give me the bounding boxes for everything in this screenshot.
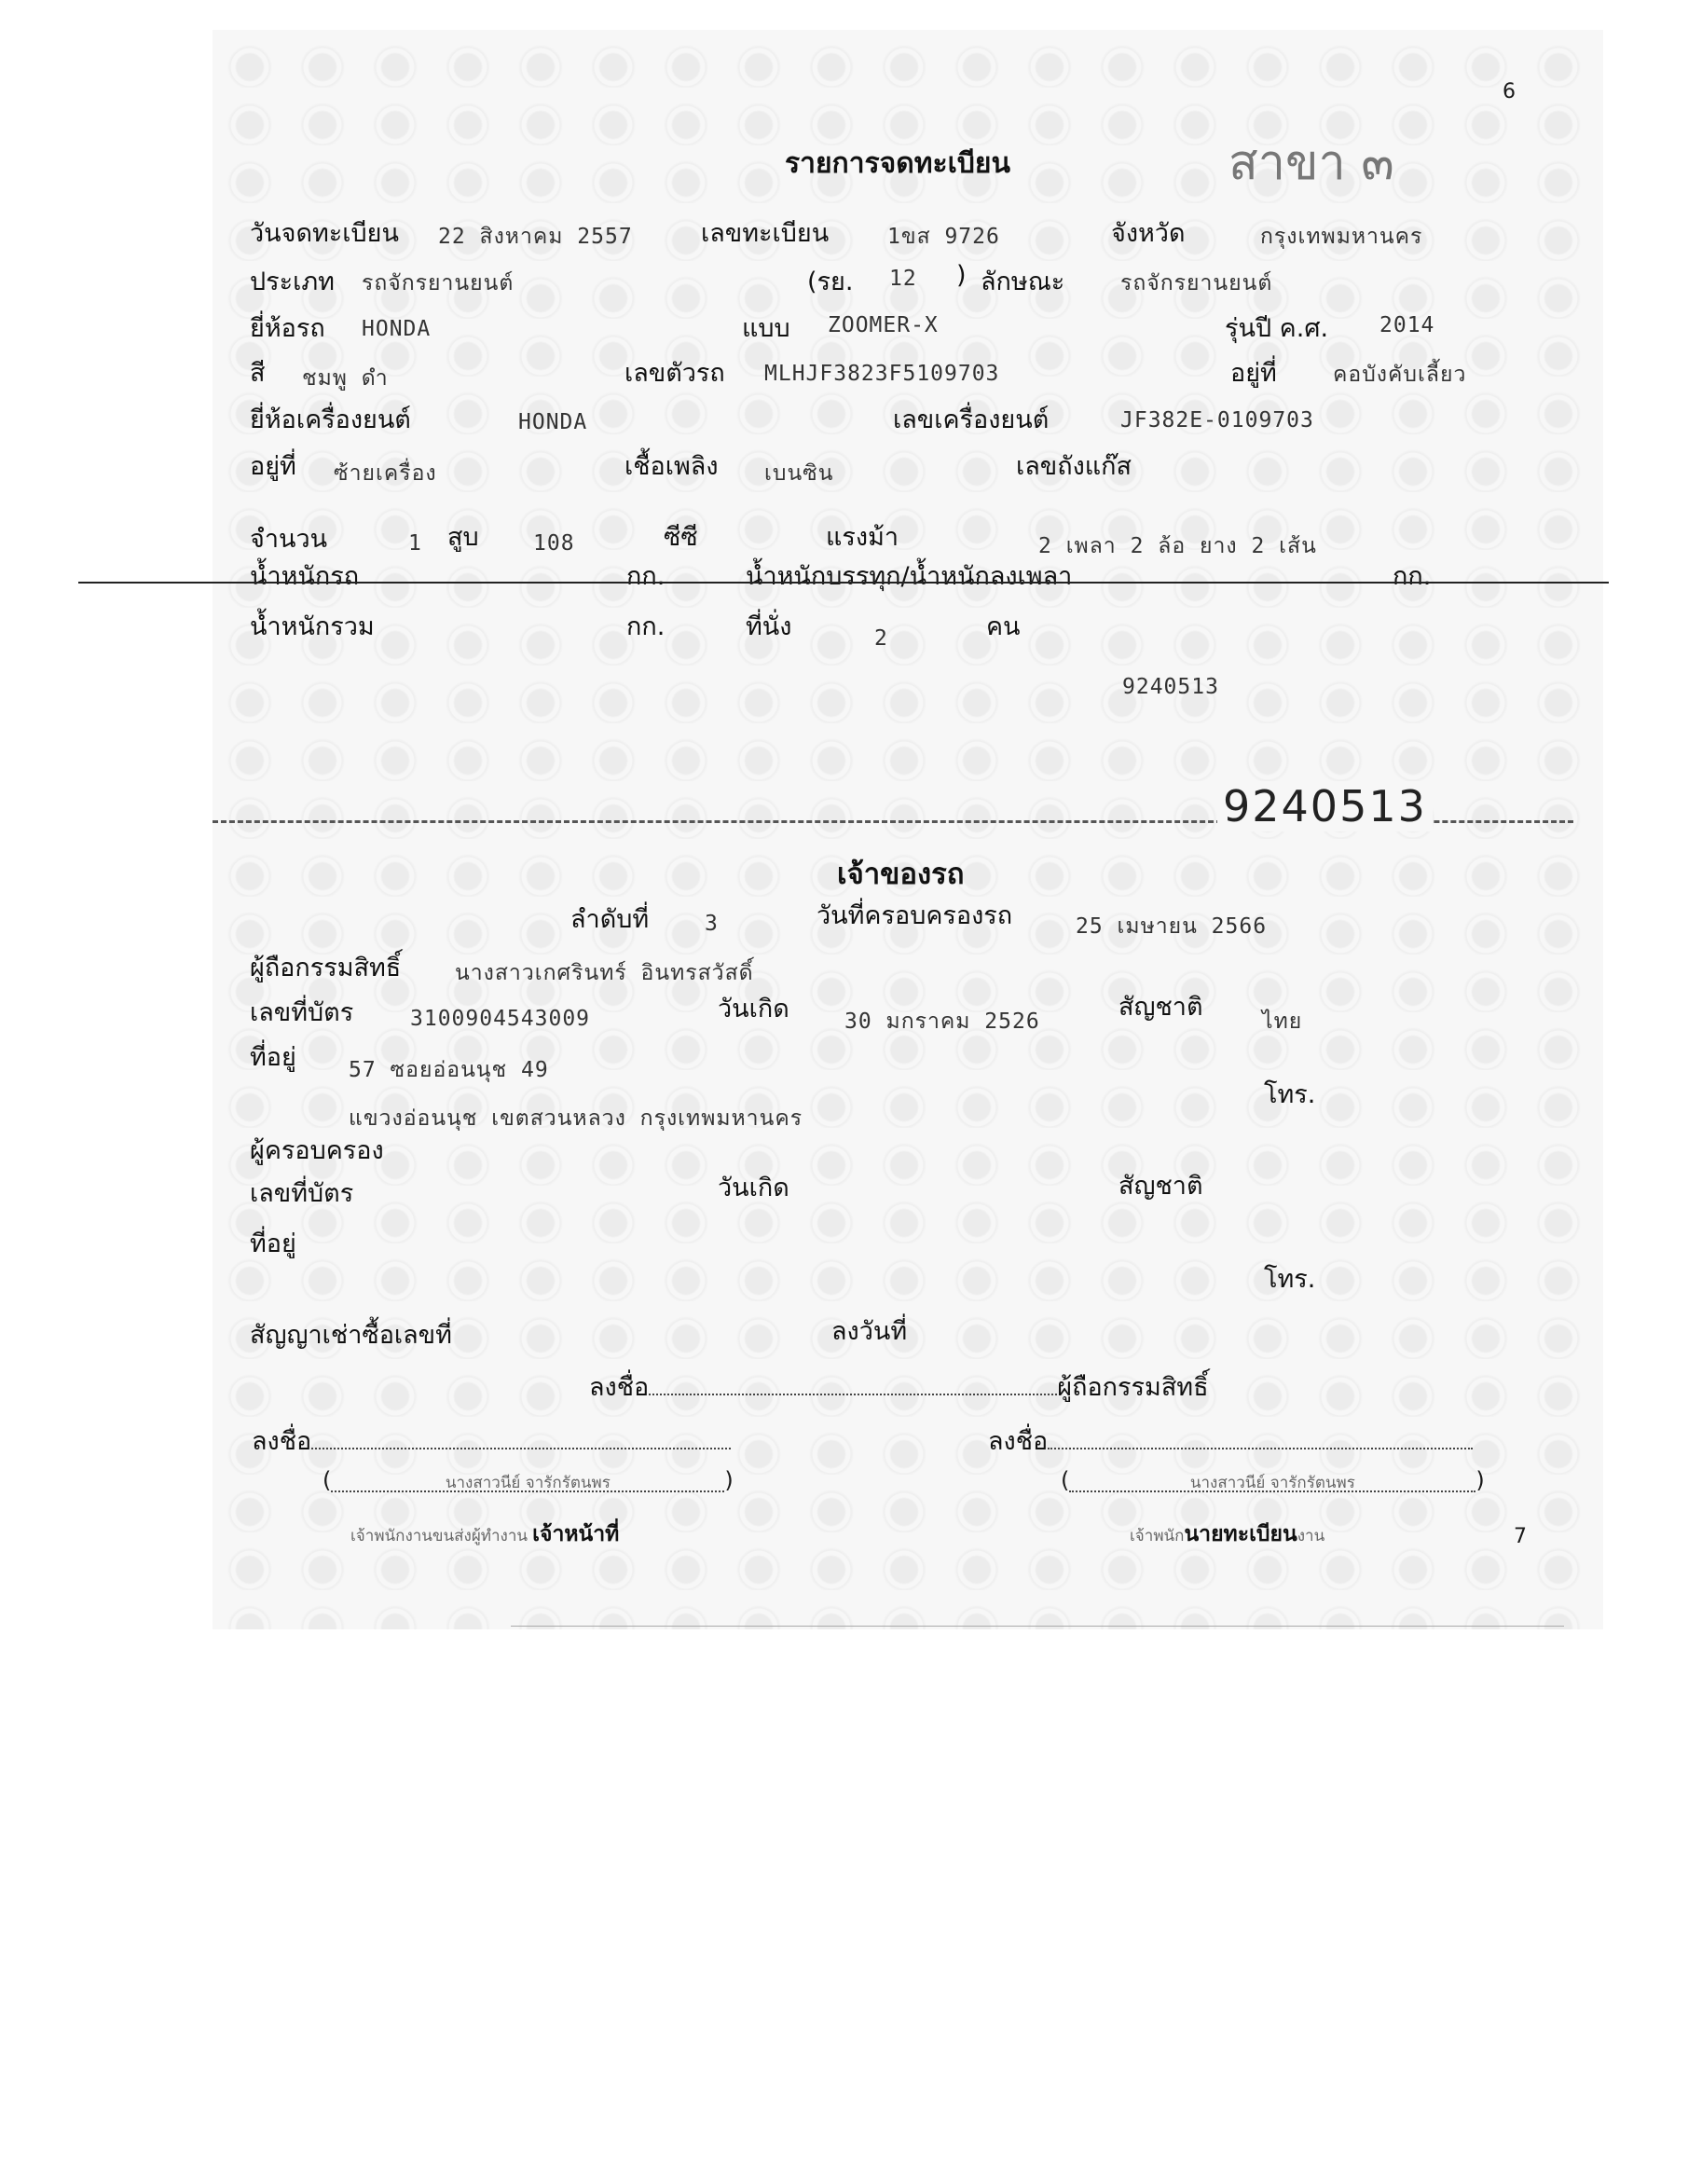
type-value: รถจักรยานยนต์ — [362, 271, 515, 295]
load-label: น้ำหนักบรรทุก/น้ำหนักลงเพลา — [746, 562, 1073, 591]
left-official-name: นางสาวนีย์ จารักรัตนพร — [331, 1470, 724, 1492]
chassis-label: เลขตัวรถ — [624, 359, 725, 388]
left-role-block — [350, 1518, 619, 1551]
dob-value: 30 มกราคม 2526 — [844, 1010, 1040, 1034]
year-value: 2014 — [1379, 313, 1435, 337]
possessor-label: ผู้ครอบครอง — [250, 1136, 384, 1165]
left-name-block: ( นางสาวนีย์ จารักรัตนพร ) — [323, 1467, 734, 1493]
reg-date-label: วันจดทะเบียน — [250, 219, 399, 248]
serial-number-large: 9240513 — [1217, 781, 1433, 831]
ry-label: (รย. — [807, 268, 854, 296]
engine-brand-value: HONDA — [518, 410, 588, 434]
right-official-name: นางสาวนีย์ จารักรัตนพร — [1069, 1470, 1475, 1492]
axle-info: 2 เพลา 2 ล้อ ยาง 2 เส้น — [1038, 534, 1317, 558]
owner-signature-dots — [649, 1373, 1057, 1395]
right-role-suffix: งาน — [1297, 1527, 1325, 1545]
possessor-address-label: ที่อยู่ — [250, 1229, 296, 1258]
character-value: รถจักรยานยนต์ — [1120, 271, 1273, 295]
model-label: แบบ — [742, 314, 790, 343]
right-role-small: เจ้าพนัก — [1130, 1527, 1185, 1545]
engine-location-label: อยู่ที่ — [250, 452, 296, 481]
total-weight-label: น้ำหนักรวม — [250, 612, 375, 641]
owner-name: นางสาวเกศรินทร์ อินทรสวัสดิ์ — [455, 961, 754, 985]
left-signature-dots — [311, 1427, 731, 1449]
possessor-nationality-label: สัญชาติ — [1118, 1172, 1203, 1201]
registration-title: รายการจดทะเบียน — [785, 147, 1010, 180]
left-role-small: เจ้าพนักงานขนส่งผู้ทำงาน — [350, 1527, 528, 1545]
brand-value: HONDA — [362, 317, 432, 341]
chassis-location-label: อยู่ที่ — [1230, 359, 1277, 388]
cylinder-label: สูบ — [447, 523, 479, 552]
count-value: 1 — [408, 531, 422, 556]
province-value: กรุงเทพมหานคร — [1260, 225, 1423, 249]
possessor-id-label: เลขที่บัตร — [250, 1179, 354, 1208]
address-line1: 57 ซอยอ่อนนุช 49 — [349, 1058, 549, 1082]
weight-unit: กก. — [626, 562, 666, 591]
sign-label: ลงชื่อ — [589, 1373, 650, 1402]
engine-brand-label: ยี่ห้อเครื่องยนต์ — [250, 405, 411, 434]
brand-label: ยี่ห้อรถ — [250, 314, 325, 343]
fuel-label: เชื้อเพลิง — [624, 452, 719, 481]
cc-label: ซีซี — [664, 523, 698, 552]
bottom-edge-line — [511, 1626, 1564, 1627]
engine-no-label: เลขเครื่องยนต์ — [893, 405, 1050, 434]
left-sign-label: ลงชื่อ — [252, 1427, 312, 1456]
right-sign-label: ลงชื่อ — [988, 1427, 1049, 1456]
right-role-block — [1130, 1518, 1324, 1551]
count-label: จำนวน — [250, 525, 328, 554]
hp-label: แรงม้า — [826, 523, 899, 552]
persons-label: คน — [986, 612, 1021, 641]
phone-label: โทร. — [1264, 1080, 1316, 1109]
nationality-value: ไทย — [1262, 1010, 1303, 1034]
engine-location-value: ซ้ายเครื่อง — [334, 461, 437, 486]
color-label: สี — [250, 359, 266, 388]
fuel-value: เบนซิน — [764, 461, 834, 486]
owner-section-title: เจ้าของรถ — [837, 858, 965, 891]
page-number-top: 6 — [1503, 80, 1516, 103]
seats-value: 2 — [874, 626, 888, 651]
year-label: รุ่นปี ค.ศ. — [1225, 314, 1329, 343]
dob-label: วันเกิด — [718, 995, 789, 1023]
order-label: ลำดับที่ — [570, 905, 650, 934]
model-value: ZOOMER-X — [828, 313, 939, 337]
divider-line — [78, 582, 1609, 584]
possessor-phone-label: โทร. — [1264, 1265, 1316, 1294]
owner-sign-suffix: ผู้ถือกรรมสิทธิ์ — [1057, 1373, 1209, 1402]
possession-date-label: วันที่ครอบครองรถ — [817, 901, 1013, 930]
branch-stamp: สาขา ๓ — [1228, 135, 1394, 191]
reg-date-value: 22 สิงหาคม 2557 — [438, 225, 633, 249]
left-signature-line — [252, 1421, 731, 1461]
load-unit: กก. — [1393, 562, 1432, 591]
order-value: 3 — [705, 912, 719, 936]
owner-label: ผู้ถือกรรมสิทธิ์ — [250, 954, 402, 982]
gas-tank-label: เลขถังแก๊ส — [1016, 452, 1132, 481]
engine-no-value: JF382E-0109703 — [1120, 408, 1314, 433]
right-role: นายทะเบียน — [1184, 1522, 1297, 1546]
sign-date-label: ลงวันที่ — [831, 1317, 908, 1346]
ry-close: ) — [956, 261, 967, 290]
left-role: เจ้าหน้าที่ — [532, 1522, 620, 1546]
possessor-dob-label: วันเกิด — [718, 1174, 789, 1202]
nationality-label: สัญชาติ — [1118, 993, 1203, 1022]
right-name-block: ( นางสาวนีย์ จารักรัตนพร ) — [1061, 1467, 1485, 1493]
weight-label: น้ำหนักรถ — [250, 562, 360, 591]
id-label: เลขที่บัตร — [250, 998, 354, 1027]
character-label: ลักษณะ — [981, 268, 1065, 296]
serial-number: 9240513 — [1122, 675, 1219, 699]
total-weight-unit: กก. — [626, 612, 666, 641]
seats-label: ที่นั่ง — [746, 612, 792, 641]
cylinder-value: 108 — [533, 531, 575, 556]
address-line2: แขวงอ่อนนุช เขตสวนหลวง กรุงเทพมหานคร — [349, 1106, 803, 1131]
hire-contract-label: สัญญาเช่าซื้อเลขที่ — [250, 1321, 452, 1350]
id-value: 3100904543009 — [410, 1007, 591, 1031]
color-value: ชมพู ดำ — [302, 366, 389, 391]
right-signature-line — [988, 1421, 1473, 1461]
page-number-bottom: 7 — [1514, 1525, 1527, 1548]
chassis-location-value: คอบังคับเลี้ยว — [1333, 363, 1467, 387]
reg-no-value: 1ขส 9726 — [887, 225, 1000, 249]
possession-date-value: 25 เมษายน 2566 — [1076, 914, 1268, 939]
ry-value: 12 — [889, 267, 917, 291]
province-label: จังหวัด — [1111, 219, 1186, 248]
type-label: ประเภท — [250, 268, 335, 296]
chassis-value: MLHJF3823F5109703 — [764, 362, 1000, 386]
right-signature-dots — [1048, 1427, 1473, 1449]
owner-signature-line — [589, 1367, 1209, 1407]
address-label: ที่อยู่ — [250, 1043, 296, 1072]
reg-no-label: เลขทะเบียน — [701, 219, 830, 248]
